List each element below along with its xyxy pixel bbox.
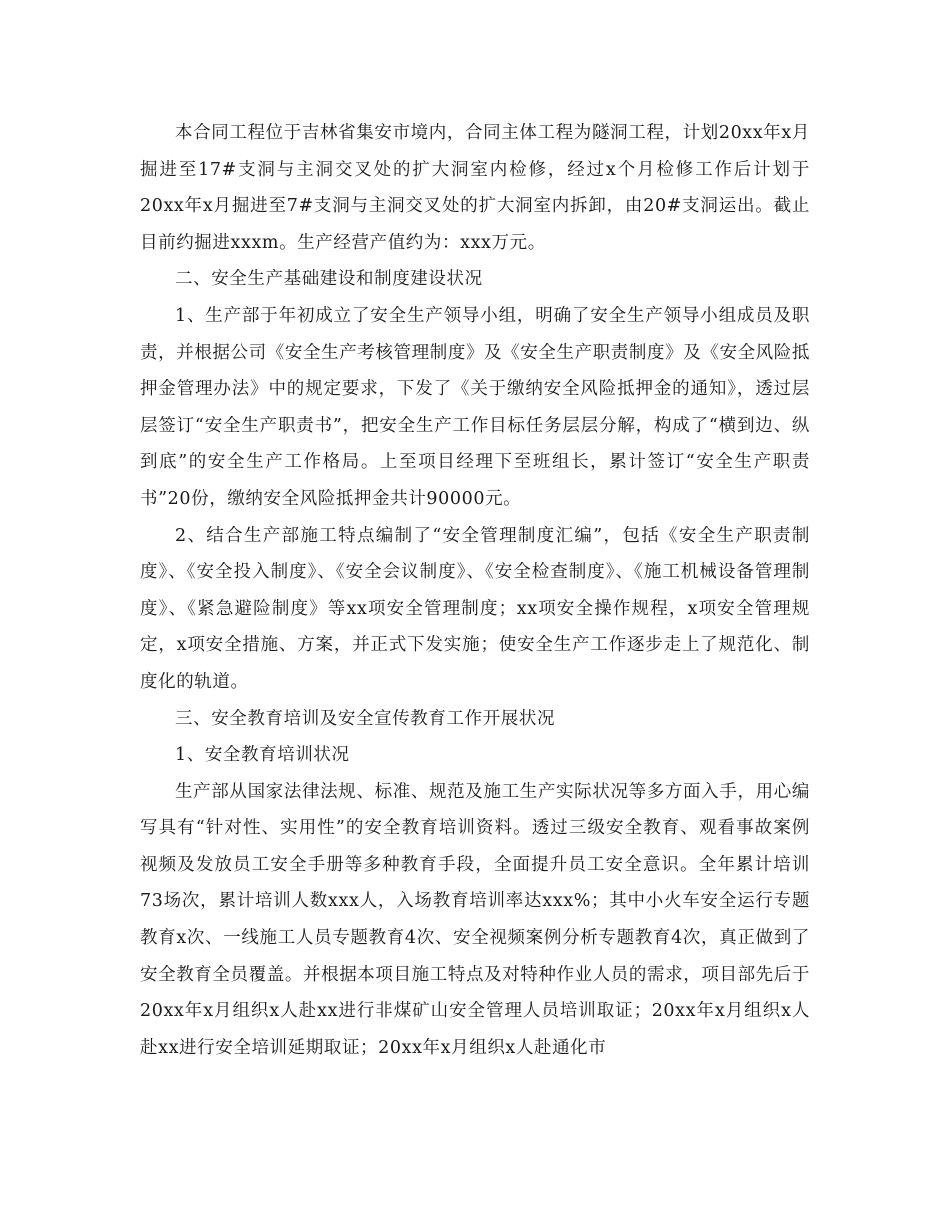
paragraph-management-system: 2、结合生产部施工特点编制了“安全管理制度汇编”，包括《安全生产职责制度》、《安全投入制度》、《安全会议制度》、《安全检查制度》、《施工机械设备管理制度》、《紧急避险制度》等xx项安全管理制度；xx项安全操作规程，x项安全管理规定，x项安全措施、方案，并正式下发实施；使安全生产工作逐步走上了规范化、制度化的轨道。 [140, 525, 810, 692]
paragraph-project-overview: 本合同工程位于吉林省集安市境内，合同主体工程为隧洞工程，计划20xx年x月掘进至17#支洞与主洞交叉处的扩大洞室内检修，经过x个月检修工作后计划于20xx年x月掘进至7#支洞与主洞交叉处的扩大洞室内拆卸，由20#支洞运出。截止目前约掘进xxxm。生产经营产值约为：xxx万元。 [140, 123, 810, 253]
section-heading-2: 二、安全生产基础建设和制度建设状况 [175, 269, 483, 290]
paragraph-training-details: 生产部从国家法律法规、标准、规范及施工生产实际状况等多方面入手，用心编写具有“针对性、实用性”的安全教育培训资料。透过三级安全教育、观看事故案例视频及发放员工安全手册等多种教育手段，全面提升员工安全意识。全年累计培训73场次，累计培训人数xxx人，入场教育培训率达xxx%；其中小火车安全运行专题教育x次、一线施工人员专题教育4次、安全视频案例分析专题教育4次，真正做到了安全教育全员覆盖。并根据本项目施工特点及对特种作业人员的需求，项目部先后于20xx年x月组织x人赴xx进行非煤矿山安全管理人员培训取证；20xx年x月组织x人赴xx进行安全培训延期取证；20xx年x月组织x人赴通化市 [140, 781, 810, 1058]
subsection-heading-training: 1、安全教育培训状况 [175, 745, 350, 766]
section-heading-3: 三、安全教育培训及安全宣传教育工作开展状况 [175, 708, 556, 729]
paragraph-leadership-group: 1、生产部于年初成立了安全生产领导小组，明确了安全生产领导小组成员及职责，并根据公司《安全生产考核管理制度》及《安全生产职责制度》及《安全风险抵押金管理办法》中的规定要求，下发了《关于缴纳安全风险抵押金的通知》，透过层层签订“安全生产职责书”，把安全生产工作目标任务层层分解，构成了“横到边、纵到底”的安全生产工作格局。上至项目经理下至班组长，累计签订“安全生产职责书”20份，缴纳安全风险抵押金共计90000元。 [140, 305, 810, 509]
document-body [140, 115, 810, 1066]
